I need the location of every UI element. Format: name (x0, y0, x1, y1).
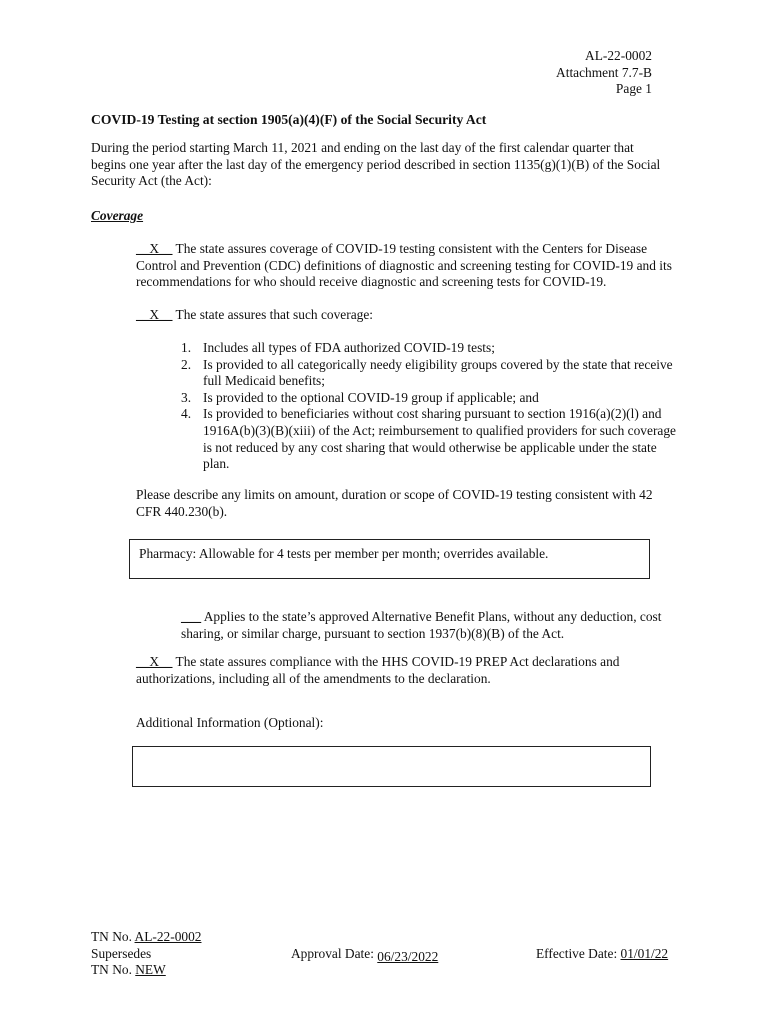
effective-date: Effective Date: 01/01/22 (536, 946, 669, 961)
list-item: 2. Is provided to all categorically needy eligibility groups covered by the state that receive full Medicaid benefits; (181, 356, 673, 389)
checkbox-mark: __X__ (136, 654, 173, 669)
abp-statement (181, 609, 671, 642)
additional-info-box[interactable] (132, 746, 651, 787)
list-item: 4. Is provided to beneficiaries without cost sharing pursuant to section 1916(a)(2)(l) and 1916A(b)(3)(B)(xiii) of the Act; reimbursement to qualified providers for such coverage is not reduced by any cost sharing that would otherwise be applicable under the state plan. (181, 406, 676, 472)
assurance-text: The state assures coverage of COVID-19 testing consistent with the Centers for Disease Control and Prevention (CDC) definitions of diagnostic and screening testing for COVID-19 and its recommendations for who should receive diagnostic and screening tests for COVID-19. (136, 241, 672, 290)
tn-number: AL-22-0002 (134, 929, 202, 944)
limits-text: Pharmacy: Allowable for 4 tests per member per month; overrides available. (139, 546, 549, 561)
approval-date: Approval Date: 06/23/2022 (291, 946, 439, 964)
page-number: Page 1 (615, 81, 652, 96)
checkbox-mark: ___ (181, 609, 202, 624)
footer-tn: TN No. AL-22-0002 Supersedes TN No. NEW (91, 929, 202, 977)
abp-text: Applies to the state’s approved Alternative Benefit Plans, without any deduction, cost sharing, or similar charge, pursuant to section 1937(b)(8)(B) of the Act. (181, 609, 662, 641)
supersedes-label: Supersedes (91, 945, 152, 961)
approval-date-value: 06/23/2022 (377, 949, 439, 964)
page-title: COVID-19 Testing at section 1905(a)(4)(F) of the Social Security Act (91, 112, 487, 127)
list-item: 1. Includes all types of FDA authorized COVID-19 tests; (181, 340, 495, 355)
limits-prompt: Please describe any limits on amount, duration or scope of COVID-19 testing consistent with 42 CFR 440.230(b). (136, 487, 653, 519)
additional-info-label: Additional Information (Optional): (136, 715, 324, 730)
limits-text-box[interactable] (129, 539, 650, 579)
coverage-requirements-list (181, 340, 681, 473)
intro-paragraph: During the period starting March 11, 2021 and ending on the last day of the first calendar quarter that begins one year after the last day of the emergency period described in section 1135(g)(1)(B) of the Social Security Act (the Act): (91, 140, 661, 189)
assurance-text: The state assures that such coverage: (172, 307, 373, 322)
attachment-label: Attachment 7.7-B (556, 64, 652, 80)
assurance-coverage (136, 307, 676, 324)
assurance-cdc-testing (136, 241, 676, 291)
assurance-prep-act (136, 654, 676, 687)
effective-date-value: 01/01/22 (620, 946, 669, 961)
additional-info-text (133, 747, 650, 759)
document-id: AL-22-0002 (585, 48, 652, 63)
list-item: 3. Is provided to the optional COVID-19 group if applicable; and (181, 389, 539, 405)
checkbox-mark: __X__ (136, 241, 173, 256)
superseded-tn-number: NEW (135, 962, 166, 977)
coverage-heading: Coverage (91, 208, 144, 223)
document-header (556, 48, 652, 98)
assurance-text: The state assures compliance with the HHS COVID-19 PREP Act declarations and authorizations, including all of the amendments to the declaration. (136, 654, 620, 686)
checkbox-mark: __X__ (136, 307, 173, 322)
